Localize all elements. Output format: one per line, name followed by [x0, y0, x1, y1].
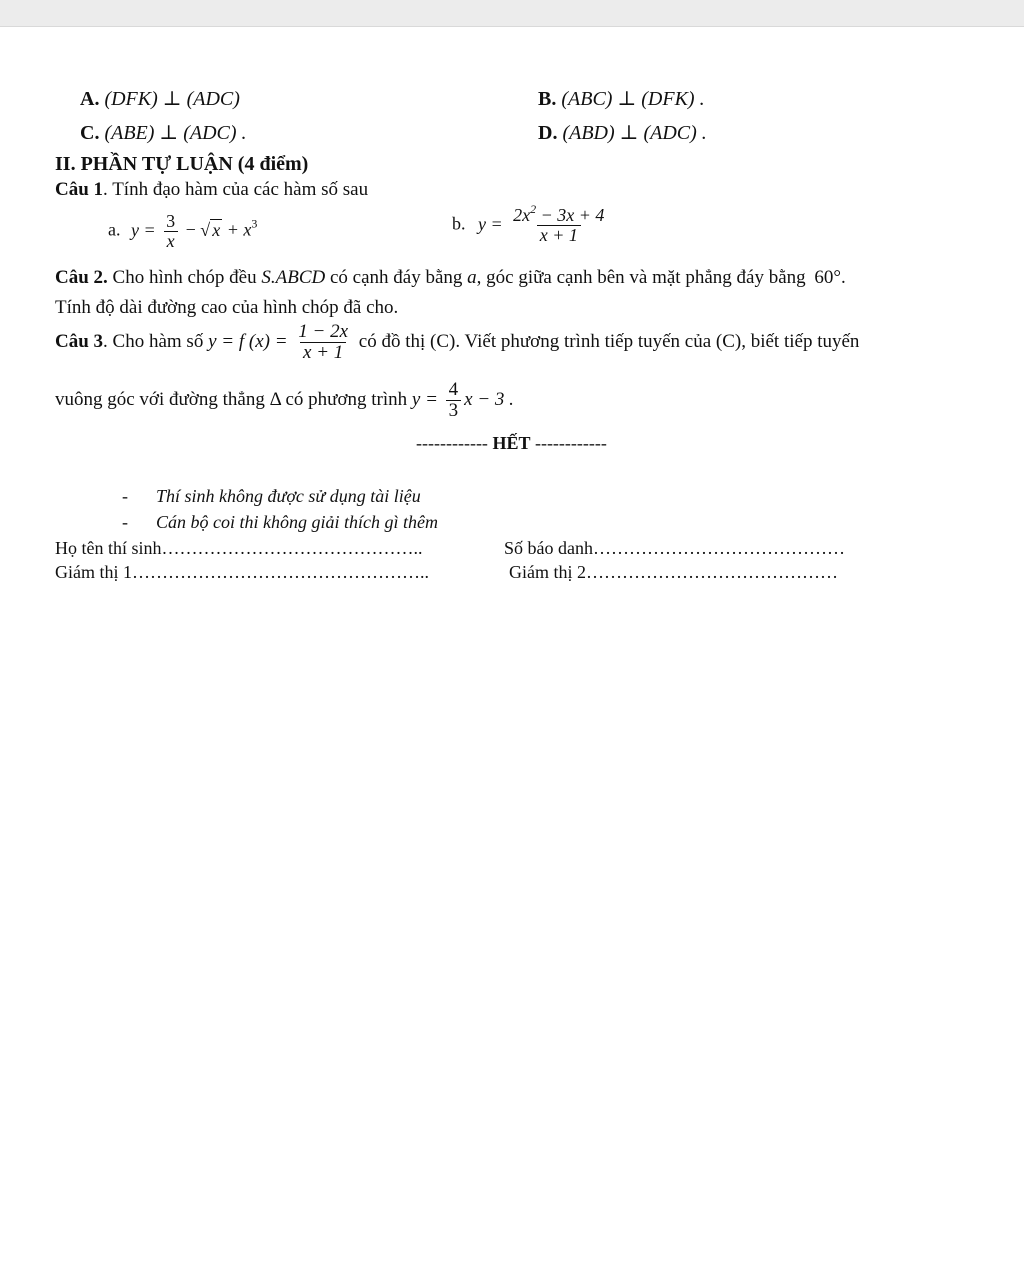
note-2-text: Cán bộ coi thi không giải thích gì thêm — [156, 512, 438, 532]
option-d-expr: (ABD) ⊥ (ADC) . — [562, 122, 707, 144]
question-1a-exponent: 3 — [251, 216, 258, 231]
section-title: II. PHẦN TỰ LUẬN (4 điểm) — [55, 153, 309, 175]
question-3-line2-rest: x − 3 . — [464, 388, 514, 410]
question-1b-lhs: y = — [478, 213, 503, 234]
option-b — [538, 86, 705, 111]
end-dashes-left: ------------ — [416, 433, 488, 453]
question-1a-label: a. — [108, 219, 121, 240]
question-1b — [452, 202, 610, 245]
question-2-label: Câu 2. — [55, 267, 108, 288]
question-3-line2-lhs: y = — [411, 388, 438, 410]
question-3-line2-text: vuông góc với đường thẳng Δ có phương trình — [55, 388, 412, 410]
question-2-var-a: a — [467, 267, 477, 288]
question-1b-denominator: x + 1 — [537, 225, 581, 245]
note-1-text: Thí sinh không được sử dụng tài liệu — [156, 486, 421, 506]
option-a-label: A. — [80, 88, 100, 110]
end-dashes-right: ------------ — [534, 433, 607, 453]
option-c-label: C. — [80, 122, 100, 144]
question-3-numerator: 1 − 2x — [298, 321, 349, 342]
question-3-label: Câu 3 — [55, 330, 104, 352]
question-1b-num-part2: − 3x + 4 — [536, 205, 605, 225]
question-2-text1: Cho hình chóp đều — [107, 267, 262, 288]
option-a — [80, 86, 240, 111]
question-1a — [108, 212, 257, 251]
question-1-text: . Tính đạo hàm của các hàm số sau — [103, 179, 369, 200]
question-1b-num-part1: 2x — [513, 205, 531, 225]
question-3-line2-denominator: 3 — [446, 400, 462, 421]
question-2-pyramid: S.ABCD — [261, 267, 326, 288]
question-3-line2 — [55, 380, 514, 421]
question-2 — [55, 267, 846, 289]
question-3-lhs: y = f (x) = — [208, 330, 288, 352]
question-3-fraction — [295, 322, 351, 363]
question-1a-denominator: x — [164, 231, 178, 251]
question-1b-num-exponent: 2 — [530, 202, 537, 216]
note-1-dash: - — [122, 486, 128, 506]
question-3-denominator: x + 1 — [300, 342, 346, 363]
question-3-text2: có đồ thị (C). Viết phương trình tiếp tuyến của (C), biết tiếp tuyến — [354, 330, 860, 352]
supervisor-2-field: Giám thị 2…………………………………… — [509, 562, 838, 582]
question-1a-numerator: 3 — [166, 211, 176, 231]
question-2-text2: có cạnh đáy bằng — [325, 267, 468, 288]
note-2 — [122, 512, 438, 533]
sqrt-symbol: √ — [200, 219, 211, 240]
question-2-line2: Tính độ dài đường cao của hình chóp đã cho. — [55, 297, 399, 318]
option-b-expr: (ABC) ⊥ (DFK) . — [561, 88, 705, 110]
question-1a-sqrt — [200, 220, 222, 241]
note-1 — [122, 486, 421, 507]
question-1a-fraction — [163, 212, 178, 251]
question-1b-numerator — [510, 202, 607, 225]
question-2-angle: 60°. — [814, 267, 846, 288]
candidate-name-field: Họ tên thí sinh…………………………………….. — [55, 538, 423, 558]
end-marker — [416, 433, 607, 454]
option-d — [538, 120, 707, 145]
question-1a-minus: − — [185, 219, 196, 240]
question-3-line2-numerator: 4 — [448, 379, 459, 400]
question-2-text3: , góc giữa cạnh bên và mặt phẳng đáy bằng — [476, 267, 811, 288]
note-2-dash: - — [122, 512, 128, 532]
question-1a-sqrt-arg: x — [212, 219, 221, 240]
question-1 — [55, 179, 368, 201]
option-c — [80, 120, 247, 145]
question-3 — [55, 322, 859, 363]
end-label: HẾT — [492, 433, 531, 453]
question-1a-plus: + x — [226, 219, 252, 240]
option-c-expr: (ABE) ⊥ (ADC) . — [104, 122, 247, 144]
question-1b-label: b. — [452, 213, 466, 234]
question-1b-fraction — [510, 202, 607, 245]
supervisor-1-field: Giám thị 1………………………………………….. — [55, 562, 429, 582]
question-1-label: Câu 1 — [55, 179, 104, 200]
option-b-label: B. — [538, 88, 557, 110]
candidate-number-field: Số báo danh…………………………………… — [504, 538, 845, 558]
question-1a-lhs: y = — [131, 219, 156, 240]
question-3-text1: . Cho hàm số — [103, 330, 209, 352]
option-a-expr: (DFK) ⊥ (ADC) — [104, 88, 240, 110]
option-d-label: D. — [538, 122, 558, 144]
question-3-line2-fraction — [446, 380, 462, 421]
